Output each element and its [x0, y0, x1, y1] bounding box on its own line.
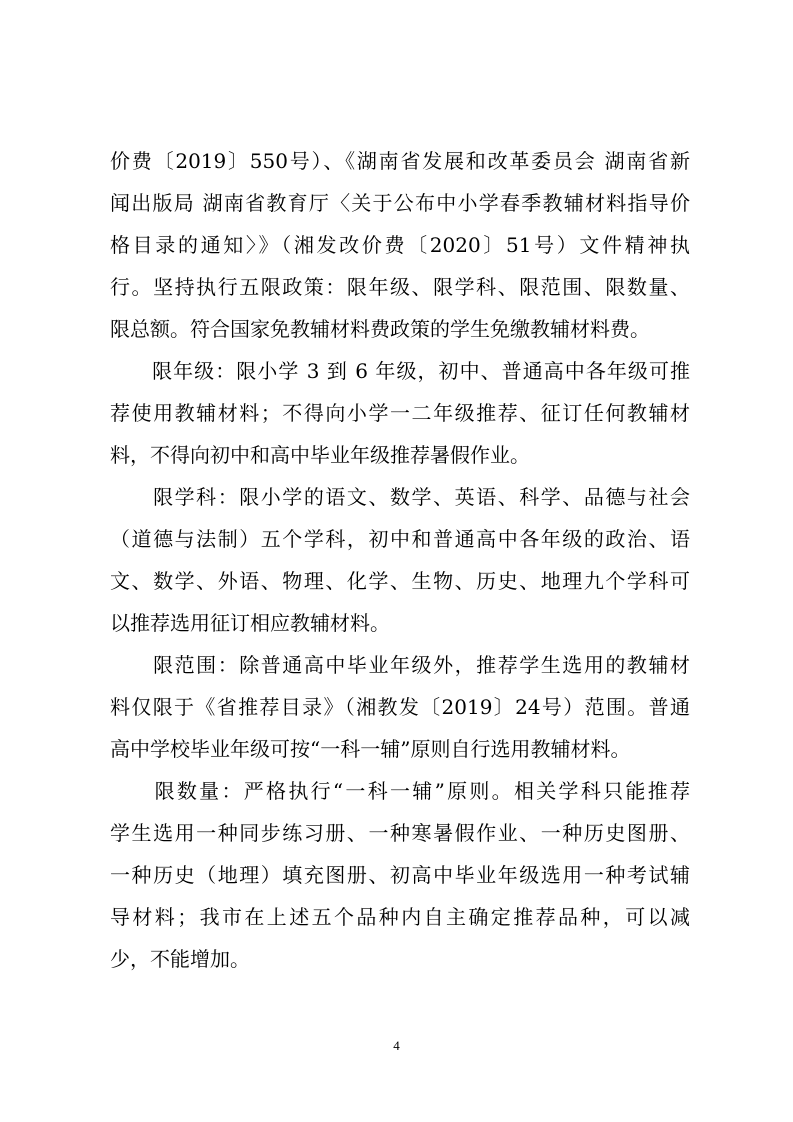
- text-line-7: 荐使用教辅材料；不得向小学一二年级推荐、征订任何教辅材: [110, 401, 690, 425]
- text-line-13: 限范围：除普通高中毕业年级外，推荐学生选用的教辅材: [110, 653, 690, 677]
- text-line-19: 导材料；我市在上述五个品种内自主确定推荐品种，可以减: [110, 905, 690, 929]
- text-line-11: 文、数学、外语、物理、化学、生物、历史、地理九个学科可: [110, 569, 690, 593]
- text-line-5: 限总额。符合国家免教辅材料费政策的学生免缴教辅材料费。: [110, 317, 650, 341]
- text-line-14: 料仅限于《省推荐目录》（湘教发〔2019〕24号）范围。普通: [110, 695, 690, 719]
- text-line-1: 价费〔2019〕550号）、《湖南省发展和改革委员会 湖南省新: [110, 149, 690, 173]
- text-line-6: 限年级：限小学 3 到 6 年级，初中、普通高中各年级可推: [110, 359, 690, 383]
- text-line-18: 一种历史（地理）填充图册、初高中毕业年级选用一种考试辅: [110, 863, 690, 887]
- text-line-10: （道德与法制）五个学科，初中和普通高中各年级的政治、语: [110, 527, 690, 551]
- text-line-2: 闻出版局 湖南省教育厅〈关于公布中小学春季教辅材料指导价: [110, 191, 690, 215]
- text-line-15: 高中学校毕业年级可按“一科一辅”原则自行选用教辅材料。: [110, 737, 631, 761]
- text-line-8: 料，不得向初中和高中毕业年级推荐暑假作业。: [110, 443, 530, 467]
- text-line-9: 限学科：限小学的语文、数学、英语、科学、品德与社会: [110, 485, 690, 509]
- text-line-3: 格目录的通知〉》（湘发改价费〔2020〕51号）文件精神执: [110, 233, 690, 257]
- text-line-20: 少，不能增加。: [110, 947, 250, 971]
- text-line-4: 行。坚持执行五限政策：限年级、限学科、限范围、限数量、: [110, 275, 690, 299]
- text-line-16: 限数量：严格执行“一科一辅”原则。相关学科只能推荐: [110, 779, 690, 803]
- text-line-12: 以推荐选用征订相应教辅材料。: [110, 611, 390, 635]
- page-number: 4: [393, 1038, 400, 1053]
- text-line-17: 学生选用一种同步练习册、一种寒暑假作业、一种历史图册、: [110, 821, 690, 845]
